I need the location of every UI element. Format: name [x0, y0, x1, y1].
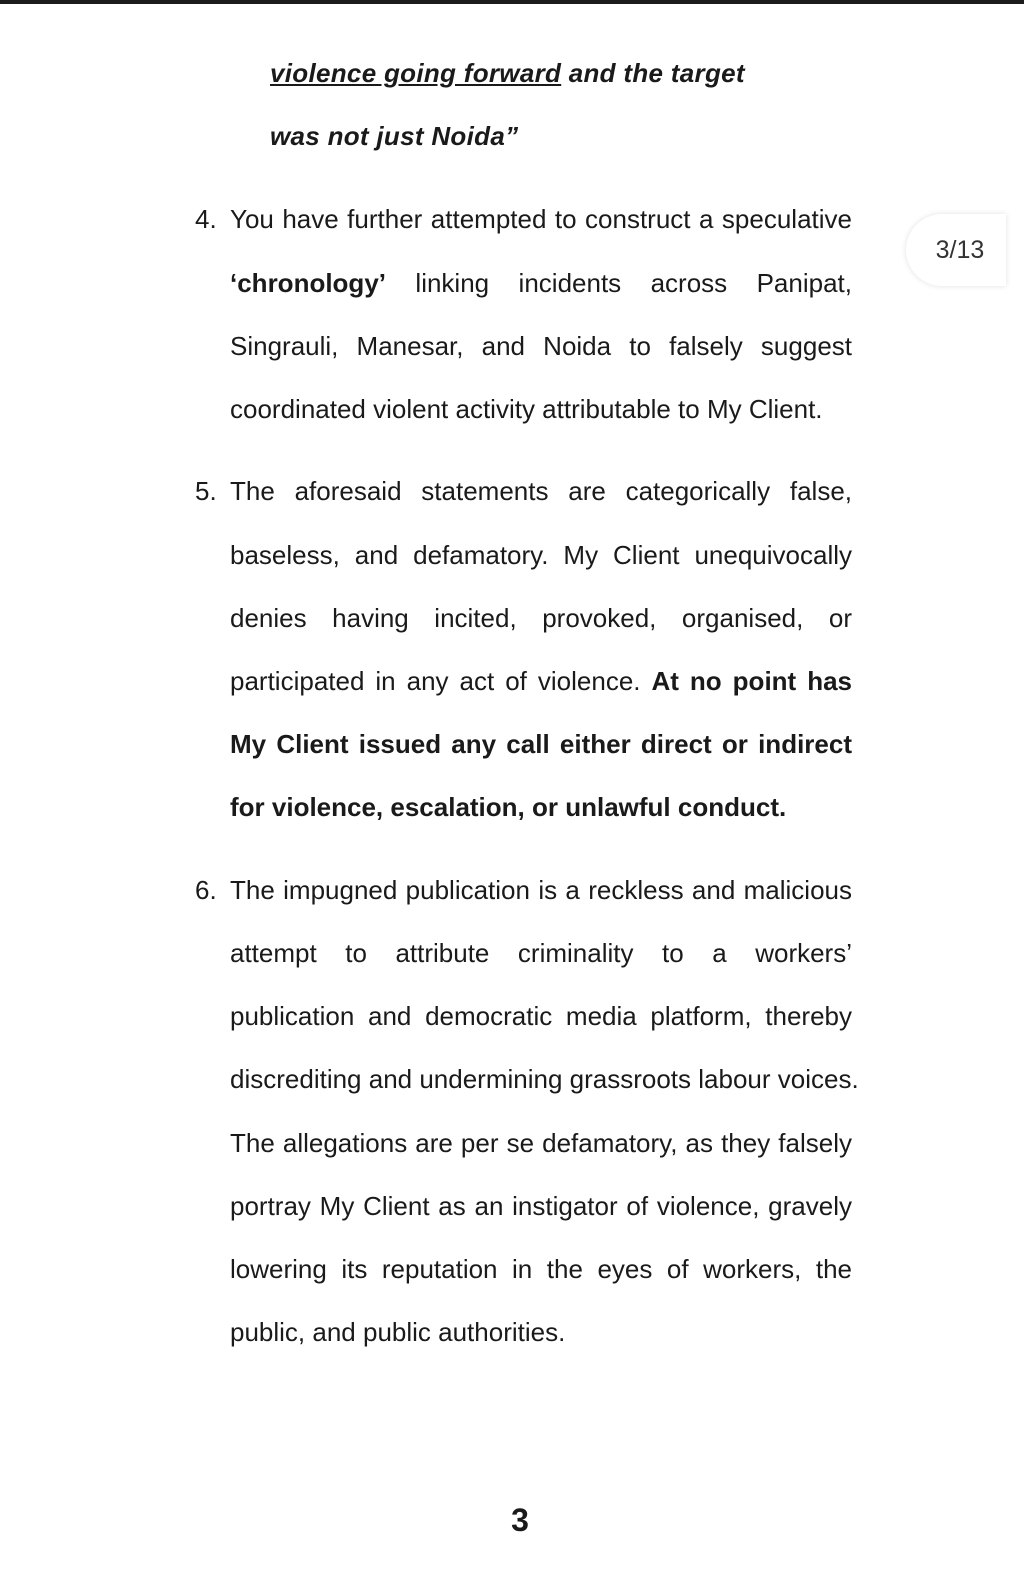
paragraph-6-line: The allegations are per se defamatory, as they falsely	[230, 1128, 852, 1158]
quote-line-2: was not just Noida”	[270, 121, 519, 151]
paragraph-5-line: baseless, and defamatory. My Client unequivocally	[230, 540, 852, 570]
paragraph-6-line: publication and democratic media platform, thereby	[230, 1001, 852, 1031]
paragraph-6-line: attempt to attribute criminality to a workers’	[230, 938, 852, 968]
paragraph-6-line: portray My Client as an instigator of violence, gravely	[230, 1191, 852, 1221]
paragraph-4-line: ‘chronology’ linking incidents across Panipat,	[230, 268, 852, 298]
quote-rest-text: and the target	[568, 58, 745, 88]
paragraph-5-line: denies having incited, provoked, organised, or	[230, 603, 852, 633]
paragraph-4-line: Singrauli, Manesar, and Noida to falsely suggest	[230, 331, 852, 361]
paragraph-6-line: The impugned publication is a reckless and malicious	[230, 875, 852, 905]
paragraph-5-line: The aforesaid statements are categorically false,	[230, 476, 852, 506]
page-number: 3	[511, 1502, 529, 1538]
quote-underlined-text: violence going forward	[270, 58, 562, 88]
paragraph-6-line: discrediting and undermining grassroots labour voices.	[230, 1064, 859, 1094]
paragraph-4-line: You have further attempted to construct a speculative	[230, 204, 852, 234]
paragraph-4-line: coordinated violent activity attributable to My Client.	[230, 394, 823, 424]
paragraph-6-number: 6.	[195, 875, 217, 905]
chronology-term: ‘chronology’	[230, 268, 386, 298]
paragraph-5-number: 5.	[195, 476, 217, 506]
paragraph-4-number: 4.	[195, 204, 217, 234]
page-indicator: 3/13	[906, 214, 1006, 286]
paragraph-5-line: My Client issued any call either direct or indirect	[230, 729, 852, 759]
paragraph-6-line: public, and public authorities.	[230, 1317, 566, 1347]
quote-line-1	[270, 58, 870, 89]
paragraph-5-line: participated in any act of violence. At no point has	[230, 666, 852, 696]
paragraph-6-line: lowering its reputation in the eyes of workers, the	[230, 1254, 852, 1284]
paragraph-5-line: for violence, escalation, or unlawful conduct.	[230, 792, 787, 822]
top-bar	[0, 0, 1024, 4]
